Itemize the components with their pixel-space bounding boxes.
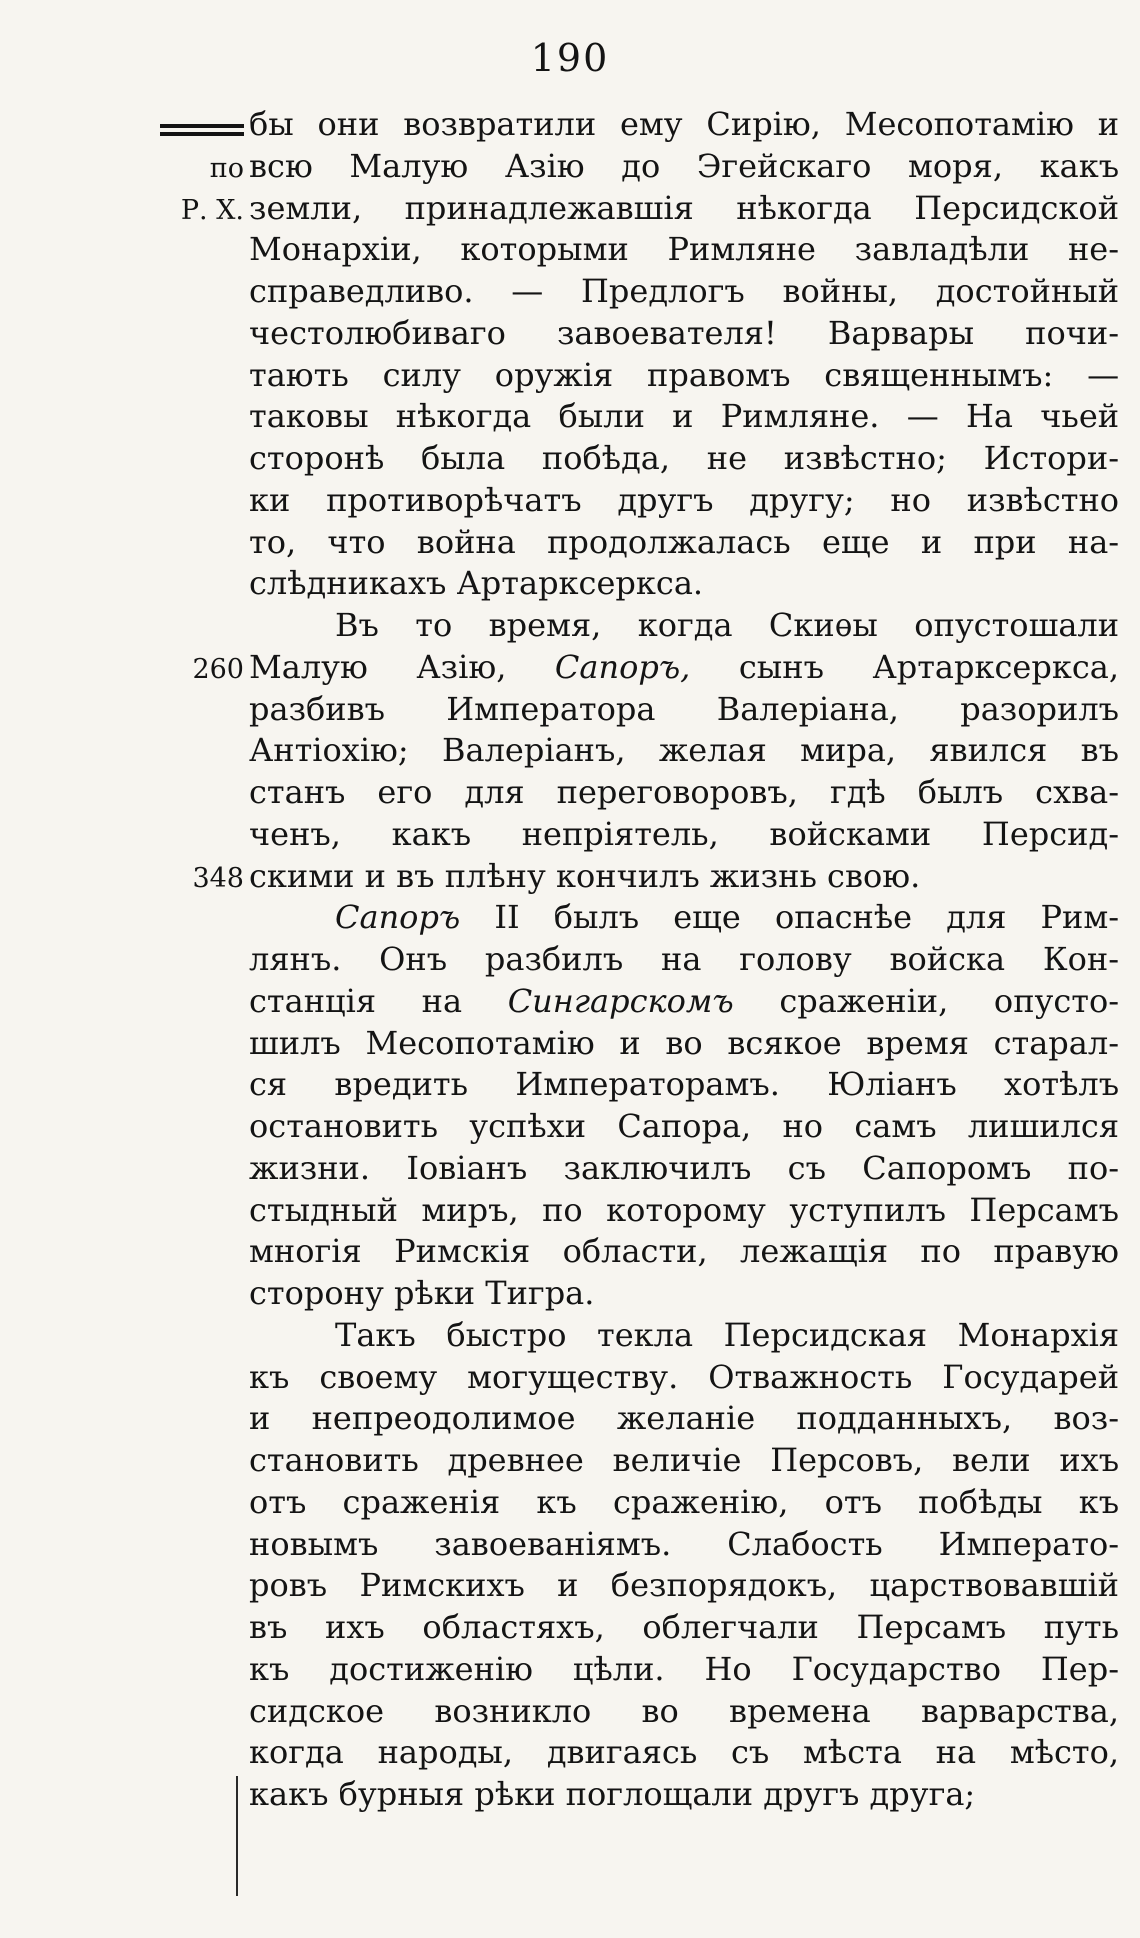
text-line: и непреодолимое желаніе подданныхъ, воз- (249, 1399, 1119, 1438)
text-line: лянъ. Онъ разбилъ на голову войска Кон- (249, 940, 1119, 978)
text-line: когда народы, двигаясь съ мѣста на мѣсто, (249, 1733, 1119, 1772)
text-line: всю Малую Азію до Эгейскаго моря, какъ (249, 146, 1119, 185)
text-line: станція на Сингарскомъ сраженіи, опусто- (249, 981, 1119, 1020)
text-line: отъ сраженія къ сраженію, отъ побѣды къ (249, 1482, 1119, 1521)
text-line: честолюбиваго завоевателя! Варвары почи- (249, 313, 1119, 352)
margin-note: 348 (192, 862, 244, 894)
text-line: разбивъ Императора Валеріана, разорилъ (249, 689, 1119, 728)
margin-note: 260 (192, 653, 244, 685)
text-line: Антіохію; Валеріанъ, желая мира, явился въ (249, 731, 1119, 770)
text-line: сторонѣ была побѣда, не извѣстно; Истори- (249, 439, 1119, 477)
double-rule (160, 124, 244, 136)
text-line: новымъ завоеваніямъ. Слабость Императо- (249, 1524, 1119, 1563)
text-line: то, что война продолжалась еще и при на- (249, 522, 1119, 561)
text-block (249, 104, 1119, 1816)
text-line: остановить успѣхи Сапора, но самъ лишился (249, 1107, 1119, 1145)
paragraph (249, 605, 1119, 897)
margin-note: Р. Х. (180, 194, 244, 226)
text-line: становить древнее величіе Персовъ, вели ихъ (249, 1441, 1119, 1479)
text-line: Въ то время, когда Скиѳы опустошали (335, 606, 1119, 644)
text-line: станъ его для переговоровъ, гдѣ былъ схва- (249, 773, 1119, 811)
text-line: какъ бурныя рѣки поглощали другъ друга; (249, 1775, 976, 1813)
text-line: Такъ быстро текла Персидская Монархія (335, 1315, 1119, 1354)
paragraph (249, 104, 1119, 605)
text-line: въ ихъ областяхъ, облегчали Персамъ путь (249, 1608, 1119, 1646)
text-line: Монархіи, которыми Римляне завладѣли не- (249, 230, 1119, 269)
margin-note: по (209, 152, 244, 184)
text-line: къ достиженію цѣли. Но Государство Пер- (249, 1649, 1119, 1688)
text-line: ченъ, какъ непріятель, войсками Персид- (249, 814, 1119, 853)
text-line: сидское возникло во времена варварства, (249, 1691, 1119, 1730)
text-line: слѣдникахъ Артарксеркса. (249, 564, 704, 603)
text-line: бы они возвратили ему Сирію, Месопотамію и (249, 105, 1119, 143)
text-line: ровъ Римскихъ и безпорядокъ, царствовавшій (249, 1566, 1119, 1605)
text-line: скими и въ плѣну кончилъ жизнь свою. (249, 856, 921, 895)
paragraph (249, 897, 1119, 1315)
text-line: таковы нѣкогда были и Римляне. — На чьей (249, 397, 1119, 436)
text-line: справедливо. — Предлогъ войны, достойный (249, 272, 1119, 310)
text-line: сторону рѣки Тигра. (249, 1274, 595, 1312)
text-line: Малую Азію, Сапоръ, сынъ Артарксеркса, (249, 647, 1119, 686)
text-line: къ своему могуществу. Отважность Государей (249, 1357, 1119, 1396)
scan-bracket-mark (236, 1776, 238, 1896)
text-line: стыдный миръ, по которому уступилъ Персамъ (249, 1190, 1119, 1229)
text-line: многія Римскія области, лежащія по правую (249, 1232, 1119, 1271)
text-line: земли, принадлежавшія нѣкогда Персидской (249, 188, 1119, 227)
text-line: шилъ Месопотамію и во всякое время старал- (249, 1023, 1119, 1062)
paragraph (249, 1315, 1119, 1816)
text-line: тають силу оружія правомъ священнымъ: — (249, 355, 1119, 394)
page-number: 190 (530, 36, 610, 80)
text-line: жизни. Іовіанъ заключилъ съ Сапоромъ по- (249, 1148, 1119, 1187)
text-line: Сапоръ II былъ еще опаснѣе для Рим- (335, 898, 1119, 937)
text-line: ки противорѣчатъ другъ другу; но извѣстно (249, 480, 1119, 519)
text-line: ся вредить Императорамъ. Юліанъ хотѣлъ (249, 1065, 1119, 1104)
